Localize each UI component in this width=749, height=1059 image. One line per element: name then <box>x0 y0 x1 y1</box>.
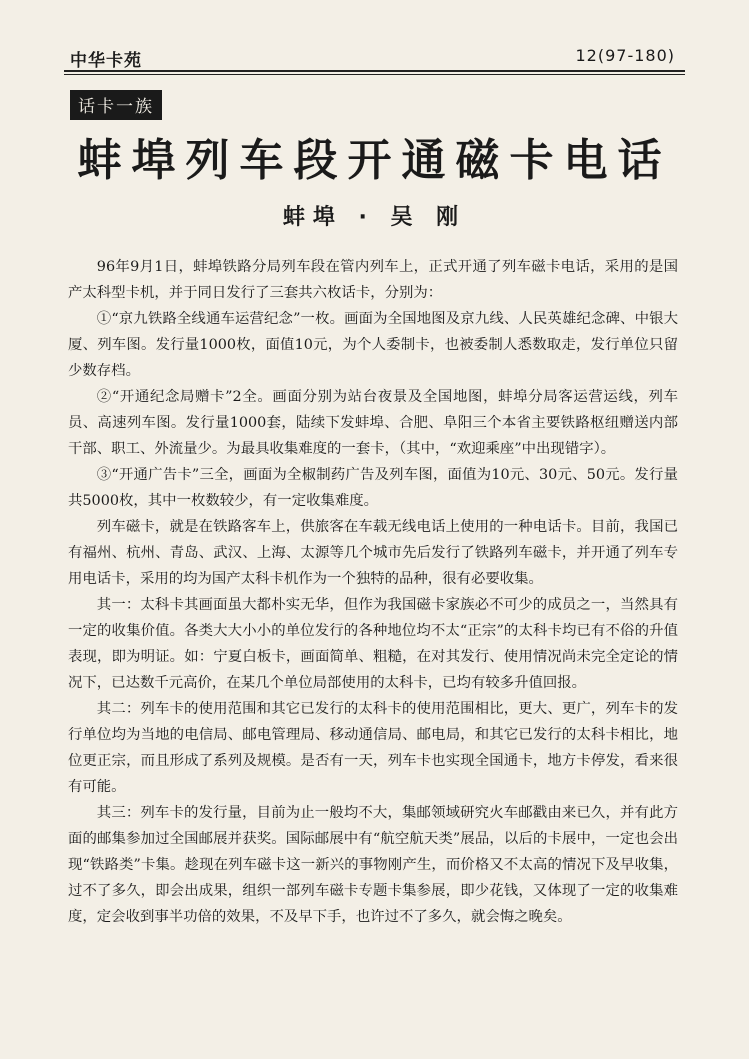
column-tag: 话卡一族 <box>70 90 162 120</box>
magazine-name: 中华卡苑 <box>70 51 142 71</box>
paragraph: 其二：列车卡的使用范围和其它已发行的太科卡的使用范围相比，更大、更广，列车卡的发行单位均为当地的电信局、邮电管理局、移动通信局、邮电局，和其它已发行的太科卡相比，地位更正宗，而且形成了系列及规模。是否有一天，列车卡也实现全国通卡，地方卡停发，看来很有可能。 <box>68 701 678 795</box>
paragraph: ②“开通纪念局赠卡”2全。画面分别为站台夜景及全国地图，蚌埠分局客运营运线，列车员、高速列车图。发行量1000套，陆续下发蚌埠、合肥、阜阳三个本省主要铁路枢纽赠送内部干部、职工、外流量少。为最具收集难度的一套卡，（其中，“欢迎乘座”中出现错字）。 <box>68 389 678 457</box>
header-rule <box>64 70 685 72</box>
paragraph: ③“开通广告卡”三全，画面为全椒制药广告及列车图，面值为10元、30元、50元。发行量共5000枚，其中一枚数较少，有一定收集难度。 <box>68 467 678 509</box>
header-rule-thin <box>64 74 685 75</box>
paragraph: ①“京九铁路全线通车运营纪念”一枚。画面为全国地图及京九线、人民英雄纪念碑、中银大厦、列车图。发行量1000枚，面值10元，为个人委制卡，也被委制人悉数取走，发行单位只留少数存档。 <box>68 311 678 379</box>
issue-number: 12(97-180) <box>575 46 675 65</box>
paragraph: 其一：太科卡其画面虽大都朴实无华，但作为我国磁卡家族必不可少的成员之一，当然具有一定的收集价值。各类大大小小的单位发行的各种地位均不太“正宗”的太科卡均已有不俗的升值表现，即为明证。如：宁夏白板卡，画面简单、粗糙，在对其发行、使用情况尚未完全定论的情况下，已达数千元高价，在某几个单位局部使用的太科卡，已均有较多升值回报。 <box>68 597 678 691</box>
article-byline: 蚌埠 · 吴 刚 <box>282 205 467 230</box>
article-title: 蚌埠列车段开通磁卡电话 <box>77 135 672 186</box>
paragraph: 列车磁卡，就是在铁路客车上，供旅客在车载无线电话上使用的一种电话卡。目前，我国已有福州、杭州、青岛、武汉、上海、太源等几个城市先后发行了铁路列车磁卡，并开通了列车专用电话卡，采用的均为国产太科卡机作为一个独特的品种，很有必要收集。 <box>68 519 678 587</box>
article-body <box>68 254 678 930</box>
paragraph: 其三：列车卡的发行量，目前为止一般均不大，集邮领域研究火车邮戳由来已久，并有此方面的邮集参加过全国邮展并获奖。国际邮展中有“航空航天类”展品，以后的卡展中，一定也会出现“铁路类”卡集。趁现在列车磁卡这一新兴的事物刚产生，而价格又不太高的情况下及早收集，过不了多久，即会出成果，组织一部列车磁卡专题卡集参展，即少花钱，又体现了一定的收集难度，定会收到事半功倍的效果，不及早下手，也许过不了多久，就会悔之晚矣。 <box>68 805 678 925</box>
paragraph: 96年9月1日，蚌埠铁路分局列车段在管内列车上，正式开通了列车磁卡电话，采用的是国产太科型卡机，并于同日发行了三套共六枚话卡，分别为： <box>68 259 678 301</box>
